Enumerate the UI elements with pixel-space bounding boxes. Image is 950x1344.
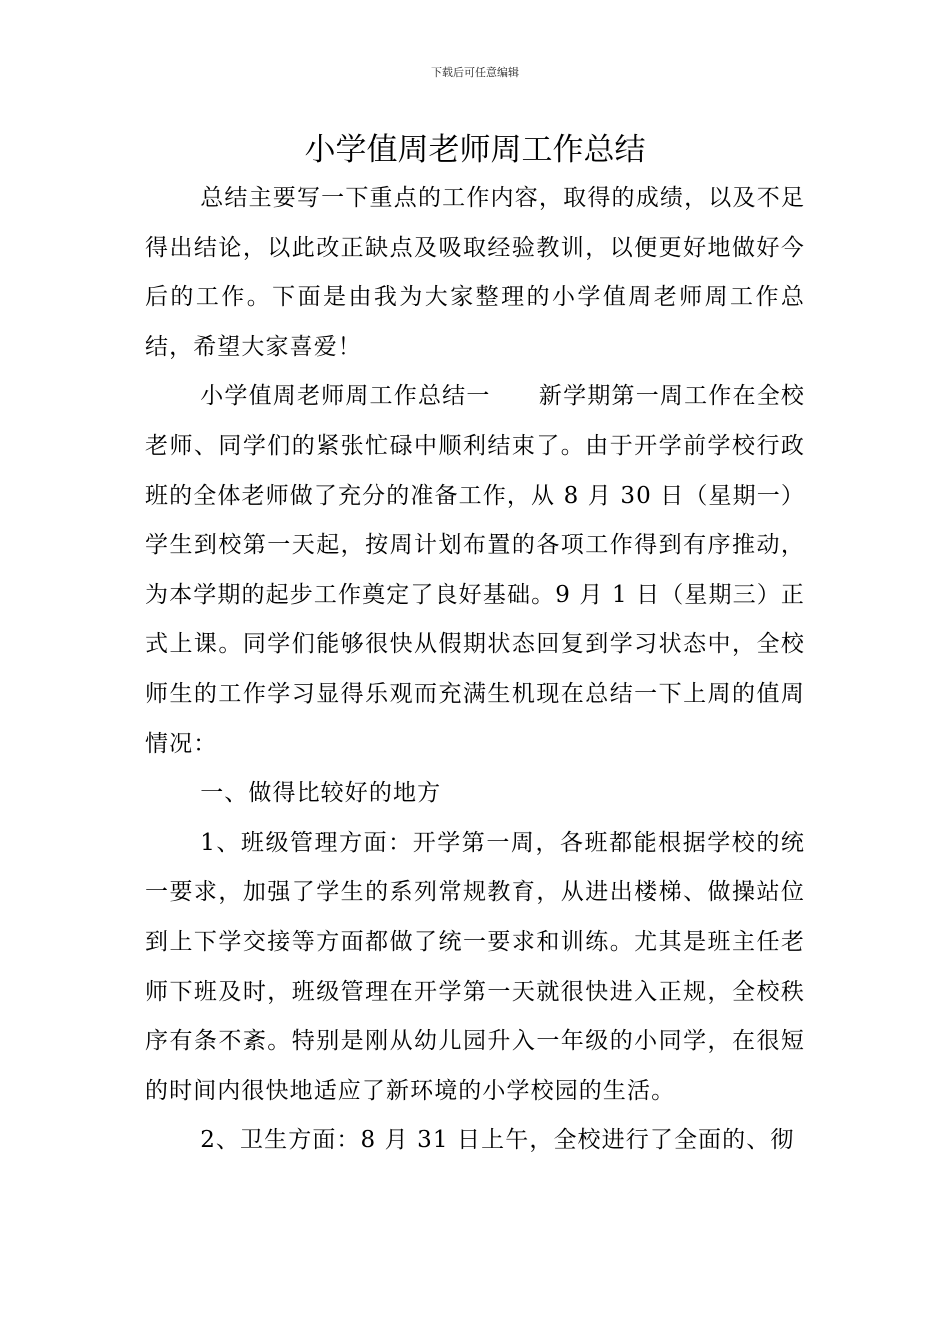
summary-one-paragraph: 小学值周老师周工作总结一 新学期第一周工作在全校老师、同学们的紧张忙碌中顺利结束了。由于开学前学校行政班的全体老师做了充分的准备工作，从 8 月 30 日（星期一）学生到校第一天起，按周计划布置的各项工作得到有序推动，为本学期的起步工作奠定了良好基础。9 月 1 日（星期三）正式上课。同学们能够很快从假期状态回复到学习状态中，全校师生的工作学习显得乐观而充满生机现在总结一下上周的值周情况： [145, 383, 805, 757]
document-body [145, 174, 805, 1166]
intro-paragraph: 总结主要写一下重点的工作内容，取得的成绩，以及不足得出结论，以此改正缺点及吸取经验教训，以便更好地做好今后的工作。下面是由我为大家整理的小学值周老师周工作总结，希望大家喜爱！ [145, 185, 805, 360]
document-title: 小学值周老师周工作总结 [304, 132, 646, 168]
hygiene-paragraph: 2、卫生方面：8 月 31 日上午，全校进行了全面的、彻 [200, 1127, 795, 1154]
section-heading-strengths: 一、做得比较好的地方 [200, 780, 442, 807]
page-header-note: 下载后可任意编辑 [431, 66, 519, 79]
class-management-paragraph: 1、班级管理方面：开学第一周，各班都能根据学校的统一要求，加强了学生的系列常规教育，从进出楼梯、做操站位到上下学交接等方面都做了统一要求和训练。尤其是班主任老师下班及时，班级管理在开学第一天就很快进入正规，全校秩序有条不紊。特别是刚从幼儿园升入一年级的小同学，在很短的时间内很快地适应了新环境的小学校园的生活。 [145, 829, 805, 1104]
